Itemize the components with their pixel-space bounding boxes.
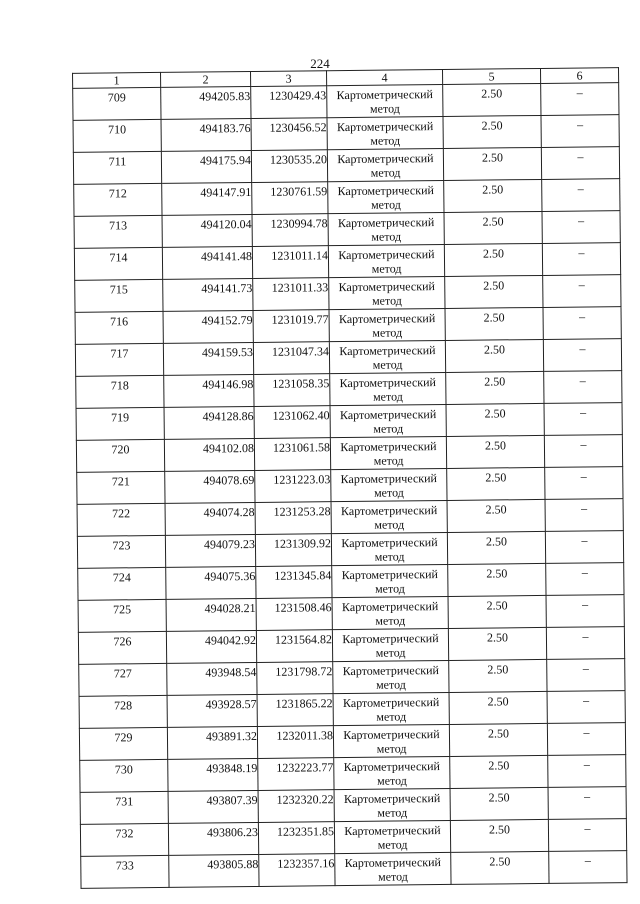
y-coordinate-cell: 1230994.78 <box>252 214 328 247</box>
y-coordinate-cell: 1232351.85 <box>258 822 334 855</box>
note-cell: – <box>548 787 626 820</box>
point-number-cell: 713 <box>74 215 162 248</box>
method-cell: Картометрический метод <box>330 404 446 437</box>
note-cell: – <box>548 755 626 788</box>
note-cell: – <box>546 627 624 660</box>
method-cell: Картометрический метод <box>331 468 447 501</box>
y-coordinate-cell: 1230429.43 <box>251 86 327 119</box>
x-coordinate-cell: 494141.48 <box>162 246 252 279</box>
accuracy-cell: 2.50 <box>443 83 541 116</box>
x-coordinate-cell: 493807.39 <box>168 790 258 823</box>
accuracy-cell: 2.50 <box>447 499 545 532</box>
note-cell: – <box>542 243 620 276</box>
accuracy-cell: 2.50 <box>450 755 548 788</box>
method-cell: Картометрический метод <box>329 276 445 309</box>
accuracy-cell: 2.50 <box>446 371 544 404</box>
method-cell: Картометрический метод <box>332 596 448 629</box>
accuracy-cell: 2.50 <box>449 691 547 724</box>
x-coordinate-cell: 493848.19 <box>168 758 258 791</box>
accuracy-cell: 2.50 <box>447 467 545 500</box>
x-coordinate-cell: 494074.28 <box>165 502 255 535</box>
method-cell: Картометрический метод <box>328 244 444 277</box>
method-cell: Картометрический метод <box>334 820 450 853</box>
y-coordinate-cell: 1232011.38 <box>257 726 333 759</box>
point-number-cell: 730 <box>80 759 168 792</box>
point-number-cell: 711 <box>73 151 161 184</box>
note-cell: – <box>541 83 619 116</box>
y-coordinate-cell: 1231058.35 <box>254 374 330 407</box>
note-cell: – <box>548 819 626 852</box>
y-coordinate-cell: 1230761.59 <box>252 182 328 215</box>
note-cell: – <box>545 467 623 500</box>
note-cell: – <box>543 275 621 308</box>
accuracy-cell: 2.50 <box>445 307 543 340</box>
method-cell: Картометрический метод <box>330 372 446 405</box>
note-cell: – <box>546 563 624 596</box>
method-cell: Картометрический метод <box>335 852 451 885</box>
x-coordinate-cell: 494159.53 <box>163 342 253 375</box>
method-cell: Картометрический метод <box>331 500 447 533</box>
method-cell: Картометрический метод <box>327 84 443 117</box>
page-number: 224 <box>310 56 330 71</box>
point-number-cell: 733 <box>81 855 169 888</box>
point-number-cell: 710 <box>73 119 161 152</box>
accuracy-cell: 2.50 <box>448 563 546 596</box>
x-coordinate-cell: 494028.21 <box>166 598 256 631</box>
x-coordinate-cell: 494147.91 <box>162 182 252 215</box>
point-number-cell: 722 <box>77 503 165 536</box>
x-coordinate-cell: 494042.92 <box>166 630 256 663</box>
x-coordinate-cell: 493948.54 <box>167 662 257 695</box>
point-number-cell: 724 <box>78 567 166 600</box>
y-coordinate-cell: 1231345.84 <box>256 566 332 599</box>
accuracy-cell: 2.50 <box>444 243 542 276</box>
point-number-cell: 732 <box>80 823 168 856</box>
method-cell: Картометрический метод <box>333 660 449 693</box>
accuracy-cell: 2.50 <box>451 851 549 884</box>
x-coordinate-cell: 493805.88 <box>169 854 259 887</box>
x-coordinate-cell: 494128.86 <box>164 406 254 439</box>
note-cell: – <box>549 851 627 884</box>
method-cell: Картометрический метод <box>327 116 443 149</box>
y-coordinate-cell: 1232357.16 <box>259 854 335 887</box>
y-coordinate-cell: 1231865.22 <box>257 694 333 727</box>
y-coordinate-cell: 1231223.03 <box>255 470 331 503</box>
point-number-cell: 717 <box>75 343 163 376</box>
method-cell: Картометрический метод <box>330 436 446 469</box>
accuracy-cell: 2.50 <box>448 627 546 660</box>
accuracy-cell: 2.50 <box>446 435 544 468</box>
y-coordinate-cell: 1231564.82 <box>256 630 332 663</box>
point-number-cell: 727 <box>79 663 167 696</box>
accuracy-cell: 2.50 <box>446 403 544 436</box>
column-header: 3 <box>251 71 327 87</box>
x-coordinate-cell: 493928.57 <box>167 694 257 727</box>
note-cell: – <box>545 531 623 564</box>
note-cell: – <box>542 211 620 244</box>
note-cell: – <box>547 659 625 692</box>
point-number-cell: 728 <box>79 695 167 728</box>
point-number-cell: 721 <box>77 471 165 504</box>
x-coordinate-cell: 493891.32 <box>167 726 257 759</box>
x-coordinate-cell: 494079.23 <box>165 534 255 567</box>
note-cell: – <box>544 371 622 404</box>
note-cell: – <box>546 595 624 628</box>
note-cell: – <box>547 723 625 756</box>
method-cell: Картометрический метод <box>329 308 445 341</box>
y-coordinate-cell: 1231011.14 <box>252 246 328 279</box>
y-coordinate-cell: 1231019.77 <box>253 310 329 343</box>
accuracy-cell: 2.50 <box>444 211 542 244</box>
column-header: 6 <box>540 68 618 84</box>
point-number-cell: 709 <box>73 87 161 120</box>
y-coordinate-cell: 1231309.92 <box>255 534 331 567</box>
y-coordinate-cell: 1230535.20 <box>251 150 327 183</box>
x-coordinate-cell: 494152.79 <box>163 310 253 343</box>
y-coordinate-cell: 1232223.77 <box>258 758 334 791</box>
note-cell: – <box>545 499 623 532</box>
coordinates-table <box>72 67 628 889</box>
column-header: 1 <box>73 72 161 88</box>
x-coordinate-cell: 494075.36 <box>166 566 256 599</box>
point-number-cell: 726 <box>78 631 166 664</box>
note-cell: – <box>544 435 622 468</box>
method-cell: Картометрический метод <box>329 340 445 373</box>
x-coordinate-cell: 494141.73 <box>163 278 253 311</box>
accuracy-cell: 2.50 <box>443 115 541 148</box>
method-cell: Картометрический метод <box>334 788 450 821</box>
column-header: 4 <box>327 69 443 85</box>
y-coordinate-cell: 1231798.72 <box>257 662 333 695</box>
method-cell: Картометрический метод <box>328 212 444 245</box>
table-row <box>81 851 627 889</box>
note-cell: – <box>544 403 622 436</box>
x-coordinate-cell: 494102.08 <box>164 438 254 471</box>
table-body <box>73 83 627 889</box>
method-cell: Картометрический метод <box>332 564 448 597</box>
point-number-cell: 731 <box>80 791 168 824</box>
method-cell: Картометрический метод <box>333 724 449 757</box>
accuracy-cell: 2.50 <box>445 275 543 308</box>
column-header: 2 <box>161 71 251 87</box>
point-number-cell: 712 <box>74 183 162 216</box>
column-header: 5 <box>442 68 540 84</box>
point-number-cell: 718 <box>76 375 164 408</box>
accuracy-cell: 2.50 <box>443 147 541 180</box>
note-cell: – <box>543 307 621 340</box>
x-coordinate-cell: 494205.83 <box>161 86 251 119</box>
y-coordinate-cell: 1232320.22 <box>258 790 334 823</box>
method-cell: Картометрический метод <box>327 148 443 181</box>
point-number-cell: 720 <box>76 439 164 472</box>
point-number-cell: 719 <box>76 407 164 440</box>
point-number-cell: 714 <box>74 247 162 280</box>
x-coordinate-cell: 494078.69 <box>165 470 255 503</box>
y-coordinate-cell: 1230456.52 <box>251 118 327 151</box>
note-cell: – <box>547 691 625 724</box>
note-cell: – <box>541 115 619 148</box>
point-number-cell: 725 <box>78 599 166 632</box>
accuracy-cell: 2.50 <box>449 723 547 756</box>
x-coordinate-cell: 494146.98 <box>164 374 254 407</box>
point-number-cell: 729 <box>79 727 167 760</box>
accuracy-cell: 2.50 <box>444 179 542 212</box>
method-cell: Картометрический метод <box>334 756 450 789</box>
y-coordinate-cell: 1231047.34 <box>253 342 329 375</box>
x-coordinate-cell: 494183.76 <box>161 118 251 151</box>
accuracy-cell: 2.50 <box>450 819 548 852</box>
accuracy-cell: 2.50 <box>450 787 548 820</box>
method-cell: Картометрический метод <box>331 532 447 565</box>
note-cell: – <box>543 339 621 372</box>
point-number-cell: 716 <box>75 311 163 344</box>
y-coordinate-cell: 1231011.33 <box>253 278 329 311</box>
y-coordinate-cell: 1231062.40 <box>254 406 330 439</box>
accuracy-cell: 2.50 <box>449 659 547 692</box>
x-coordinate-cell: 494175.94 <box>161 150 251 183</box>
x-coordinate-cell: 493806.23 <box>168 822 258 855</box>
method-cell: Картометрический метод <box>333 692 449 725</box>
method-cell: Картометрический метод <box>328 180 444 213</box>
point-number-cell: 723 <box>77 535 165 568</box>
y-coordinate-cell: 1231508.46 <box>256 598 332 631</box>
y-coordinate-cell: 1231061.58 <box>254 438 330 471</box>
accuracy-cell: 2.50 <box>445 339 543 372</box>
note-cell: – <box>542 179 620 212</box>
y-coordinate-cell: 1231253.28 <box>255 502 331 535</box>
x-coordinate-cell: 494120.04 <box>162 214 252 247</box>
accuracy-cell: 2.50 <box>447 531 545 564</box>
accuracy-cell: 2.50 <box>448 595 546 628</box>
method-cell: Картометрический метод <box>332 628 448 661</box>
point-number-cell: 715 <box>75 279 163 312</box>
note-cell: – <box>541 147 619 180</box>
